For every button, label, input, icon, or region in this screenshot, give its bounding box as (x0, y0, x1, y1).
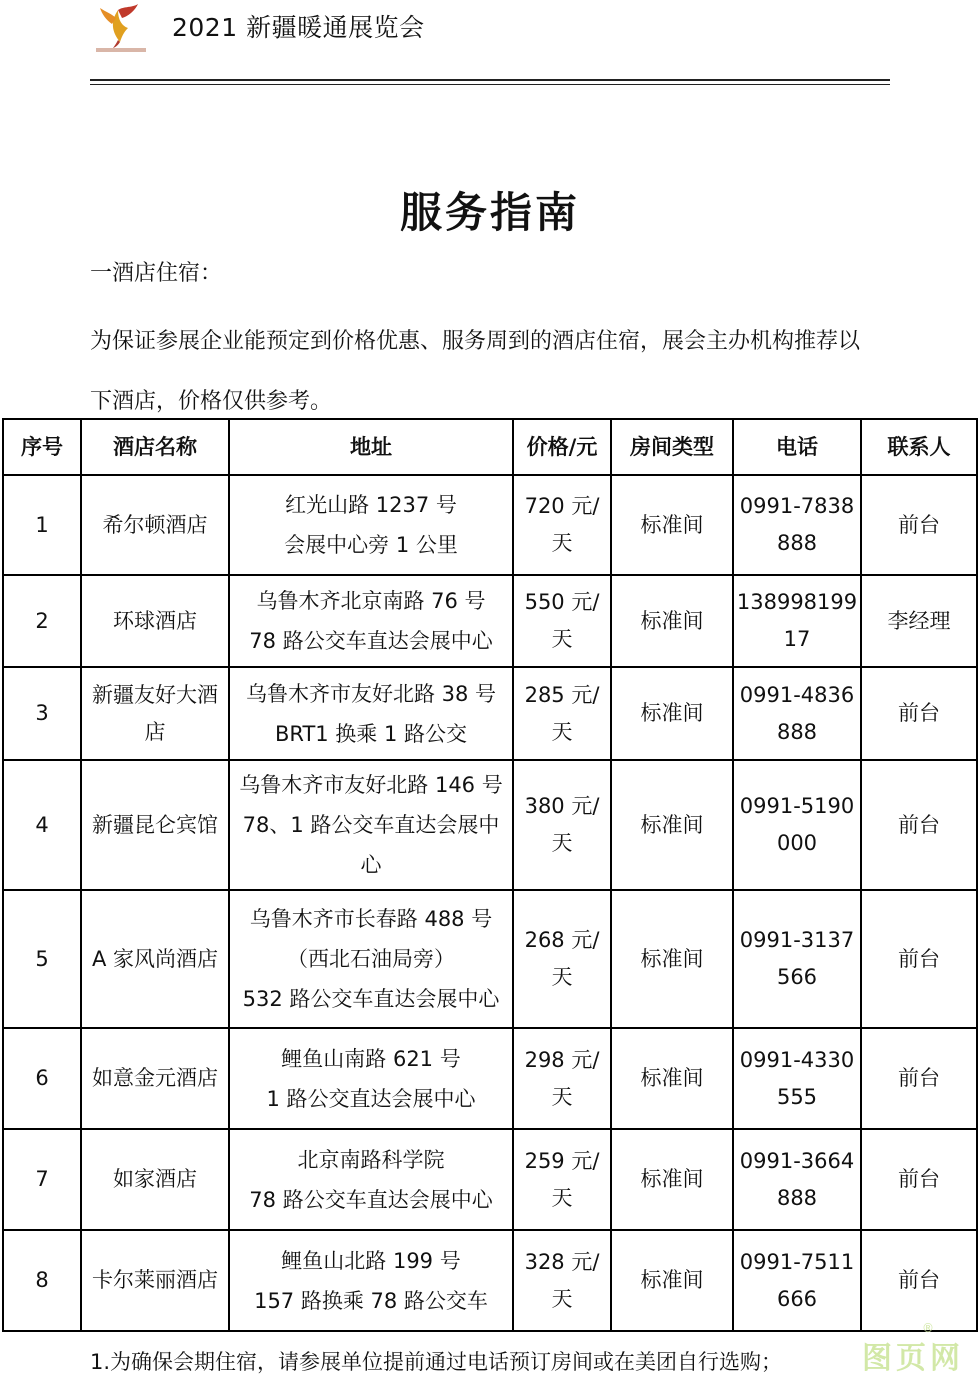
cell-contact: 前台 (861, 475, 977, 575)
cell-address-line: BRT1 换乘 1 路公交 (274, 721, 468, 746)
cell-phone-line: 0991-3137 (739, 928, 855, 952)
cell-phone-line: 0991-4330 (739, 1047, 855, 1072)
cell-price (513, 667, 611, 760)
cell-contact: 前台 (861, 1129, 977, 1230)
cell-no: 4 (3, 760, 81, 890)
cell-hotel-name-line: A 家风尚酒店 (91, 946, 219, 971)
cell-contact: 前台 (861, 1230, 977, 1331)
cell-address-line: 乌鲁木齐市友好北路 146 号 (239, 773, 503, 797)
cell-room-type: 标准间 (611, 1028, 733, 1129)
cell-price-line: 550 元/ (524, 590, 600, 614)
cell-phone-line: 888 (776, 1185, 818, 1210)
watermark-text: 图页网 (862, 1341, 964, 1376)
cell-hotel-name (81, 890, 229, 1028)
cell-price (513, 760, 611, 890)
watermark (862, 1321, 972, 1376)
cell-no: 7 (3, 1129, 81, 1230)
cell-hotel-name (81, 1230, 229, 1331)
cell-room-type: 标准间 (611, 475, 733, 575)
cell-price-line: 天 (551, 1084, 573, 1109)
intro-line: 下酒店，价格仅供参考。 (90, 389, 333, 414)
cell-address (229, 575, 513, 667)
cell-address-line: 1 路公交直达会展中心 (266, 1086, 476, 1111)
col-header-room: 房间类型 (611, 419, 733, 475)
header-rule (90, 79, 890, 81)
cell-hotel-name (81, 1129, 229, 1230)
cell-price (513, 475, 611, 575)
section-heading: 一酒店住宿： (90, 261, 223, 286)
col-header-address: 地址 (229, 419, 513, 475)
cell-price-line: 天 (551, 1286, 573, 1311)
cell-hotel-name (81, 475, 229, 575)
intro-line: 为保证参展企业能预定到价格优惠、服务周到的酒店住宿，展会主办机构推荐以 (90, 329, 861, 354)
cell-phone-line: 17 (783, 627, 811, 651)
cell-price (513, 1028, 611, 1129)
page-header (90, 0, 890, 90)
table-row (3, 1129, 977, 1230)
cell-phone-line: 138998199 (736, 590, 858, 614)
cell-no: 2 (3, 575, 81, 667)
table-row (3, 475, 977, 575)
cell-address-line: 78 路公交车直达会展中心 (249, 1187, 493, 1212)
cell-no: 3 (3, 667, 81, 760)
header-rule-thin (90, 84, 890, 85)
cell-hotel-name (81, 667, 229, 760)
cell-contact: 李经理 (861, 575, 977, 667)
cell-address-line: 鲤鱼山北路 199 号 (281, 1248, 461, 1273)
cell-contact: 前台 (861, 667, 977, 760)
cell-price (513, 1129, 611, 1230)
cell-hotel-name (81, 760, 229, 890)
cell-no: 8 (3, 1230, 81, 1331)
cell-contact: 前台 (861, 890, 977, 1028)
table-header-row (3, 419, 977, 475)
cell-phone (733, 1129, 861, 1230)
col-header-name: 酒店名称 (81, 419, 229, 475)
cell-address (229, 1129, 513, 1230)
table-row (3, 890, 977, 1028)
cell-contact: 前台 (861, 760, 977, 890)
cell-phone-line: 0991-7511 (739, 1249, 855, 1274)
cell-price-line: 285 元/ (524, 682, 600, 707)
table-row (3, 1230, 977, 1331)
cell-phone (733, 1230, 861, 1331)
cell-address-line: 心 (360, 853, 382, 877)
logo-caption (96, 48, 146, 52)
bird-logo-icon (98, 2, 142, 48)
cell-address (229, 1230, 513, 1331)
cell-price-line: 天 (551, 965, 573, 989)
cell-price-line: 天 (551, 1185, 573, 1210)
cell-price-line: 天 (551, 627, 573, 651)
cell-price-line: 天 (551, 531, 573, 555)
cell-no: 1 (3, 475, 81, 575)
cell-phone-line: 000 (776, 831, 818, 855)
cell-hotel-name-line: 希尔顿酒店 (102, 512, 208, 537)
col-header-no: 序号 (3, 419, 81, 475)
cell-phone-line: 888 (776, 531, 818, 555)
footnote: 1.为确保会期住宿，请参展单位提前通过电话预订房间或在美团自行选购； (90, 1350, 783, 1374)
header-title: 2021 新疆暖通展览会 (172, 13, 425, 42)
cell-hotel-name-line: 新疆昆仑宾馆 (92, 812, 218, 837)
cell-phone (733, 575, 861, 667)
cell-address (229, 890, 513, 1028)
table-row (3, 1028, 977, 1129)
cell-phone-line: 566 (776, 965, 818, 989)
cell-hotel-name-line: 卡尔莱丽酒店 (92, 1268, 218, 1292)
cell-hotel-name (81, 575, 229, 667)
cell-address-line: 北京南路科学院 (297, 1147, 445, 1172)
cell-room-type: 标准间 (611, 1230, 733, 1331)
col-header-price: 价格/元 (513, 419, 611, 475)
cell-address-line: （西北石油局旁） (287, 947, 455, 971)
cell-address (229, 475, 513, 575)
cell-room-type: 标准间 (611, 890, 733, 1028)
cell-room-type: 标准间 (611, 575, 733, 667)
cell-address (229, 667, 513, 760)
watermark-reg: ® (922, 1321, 934, 1335)
cell-phone (733, 760, 861, 890)
page-title: 服务指南 (399, 188, 580, 237)
cell-address-line: 乌鲁木齐市长春路 488 号 (249, 907, 493, 931)
cell-phone-line: 0991-3664 (739, 1148, 855, 1173)
table-row (3, 667, 977, 760)
cell-price (513, 575, 611, 667)
cell-phone-line: 666 (776, 1286, 818, 1311)
cell-room-type: 标准间 (611, 667, 733, 760)
cell-phone-line: 0991-5190 (739, 794, 855, 818)
hotel-table (2, 418, 978, 1332)
cell-address-line: 乌鲁木齐市友好北路 38 号 (245, 681, 497, 706)
cell-phone (733, 890, 861, 1028)
cell-address-line: 532 路公交车直达会展中心 (242, 987, 500, 1011)
intro-paragraph (90, 312, 910, 432)
cell-hotel-name-line: 新疆友好大酒 (92, 682, 218, 707)
cell-phone (733, 1028, 861, 1129)
cell-phone (733, 475, 861, 575)
cell-address (229, 1028, 513, 1129)
cell-price-line: 720 元/ (524, 494, 600, 518)
table-row (3, 760, 977, 890)
cell-address-line: 鲤鱼山南路 621 号 (281, 1046, 461, 1071)
cell-address-line: 157 路换乘 78 路公交车 (254, 1288, 488, 1313)
cell-phone-line: 0991-7838 (739, 494, 855, 518)
cell-address-line: 会展中心旁 1 公里 (284, 533, 458, 557)
col-header-contact: 联系人 (861, 419, 977, 475)
cell-phone (733, 667, 861, 760)
cell-phone-line: 0991-4836 (739, 682, 855, 707)
cell-price-line: 天 (551, 831, 573, 855)
cell-hotel-name (81, 1028, 229, 1129)
cell-price (513, 1230, 611, 1331)
cell-price-line: 380 元/ (524, 794, 600, 818)
cell-address-line: 78、1 路公交车直达会展中 (242, 813, 500, 837)
cell-price-line: 268 元/ (524, 928, 600, 952)
table-row (3, 575, 977, 667)
cell-price-line: 298 元/ (524, 1047, 600, 1072)
cell-contact: 前台 (861, 1028, 977, 1129)
cell-no: 5 (3, 890, 81, 1028)
cell-room-type: 标准间 (611, 760, 733, 890)
cell-price (513, 890, 611, 1028)
cell-address (229, 760, 513, 890)
cell-hotel-name-line: 环球酒店 (113, 608, 197, 633)
cell-phone-line: 888 (776, 719, 818, 744)
cell-hotel-name-line: 如意金元酒店 (92, 1066, 218, 1090)
cell-address-line: 乌鲁木齐北京南路 76 号 (256, 589, 486, 613)
cell-address-line: 红光山路 1237 号 (285, 493, 457, 517)
cell-no: 6 (3, 1028, 81, 1129)
cell-price-line: 328 元/ (524, 1249, 600, 1274)
col-header-phone: 电话 (733, 419, 861, 475)
cell-address-line: 78 路公交车直达会展中心 (249, 629, 493, 653)
cell-room-type: 标准间 (611, 1129, 733, 1230)
cell-hotel-name-line: 店 (144, 719, 166, 744)
cell-phone-line: 555 (776, 1084, 818, 1109)
cell-hotel-name-line: 如家酒店 (113, 1167, 197, 1191)
cell-price-line: 259 元/ (524, 1148, 600, 1173)
cell-price-line: 天 (551, 719, 573, 744)
